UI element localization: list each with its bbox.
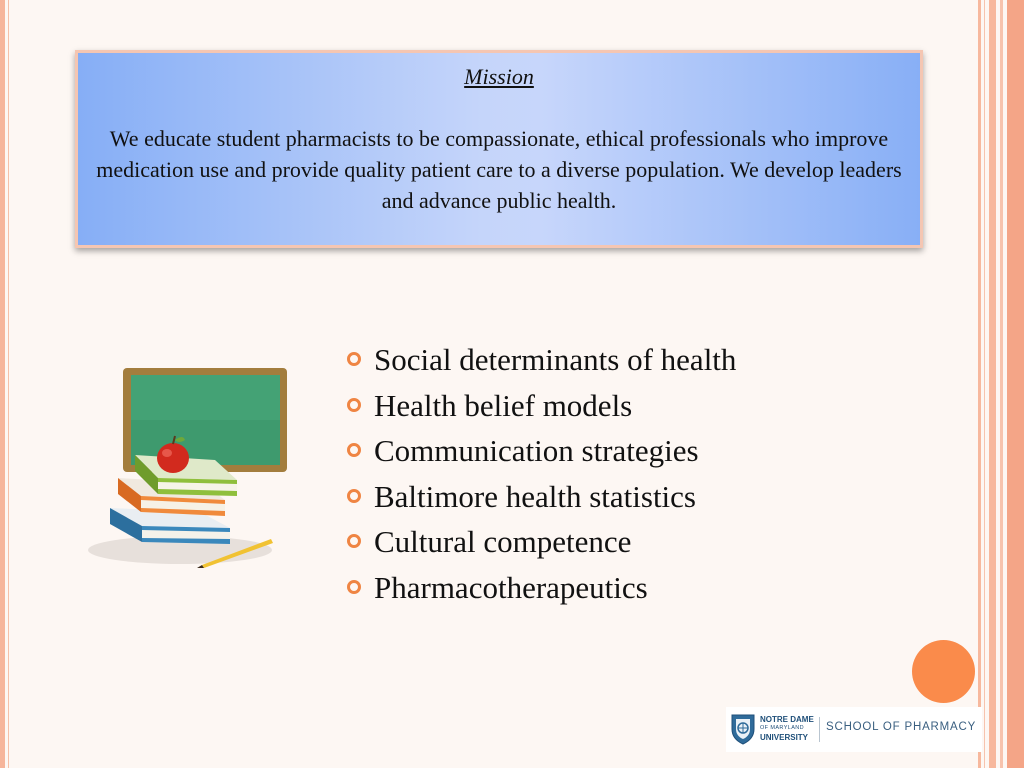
list-item (345, 474, 736, 520)
list-item (345, 519, 736, 565)
list-item-text: Baltimore health statistics (374, 478, 696, 514)
bullet-circle-icon (347, 534, 361, 548)
list-item-text: Pharmacotherapeutics (374, 569, 648, 605)
list-item (345, 428, 736, 474)
list-item-text: Health belief models (374, 387, 633, 423)
chalkboard-books-apple-illustration (85, 360, 290, 575)
logo-university-line1: NOTRE DAME (760, 715, 814, 724)
mission-box (75, 50, 923, 248)
logo-university-line2: OF MARYLAND (760, 725, 805, 731)
logo-university-line3: UNIVERSITY (760, 733, 809, 742)
bullet-circle-icon (347, 580, 361, 594)
bullet-circle-icon (347, 352, 361, 366)
list-item-text: Communication strategies (374, 433, 699, 468)
mission-title: Mission (464, 64, 534, 89)
shield-icon (730, 713, 756, 745)
right-border-stripes (978, 0, 1024, 768)
logo-divider (819, 717, 820, 742)
bullet-circle-icon (347, 489, 361, 503)
left-border-line (8, 0, 9, 768)
mission-text: We educate student pharmacists to be compassionate, ethical professionals who improve medication use and provide quality patient care to a diverse population. We develop leaders and advance public health. (96, 126, 902, 213)
decorative-circle (912, 640, 975, 703)
logo-school-name: SCHOOL OF PHARMACY (826, 721, 977, 733)
bullet-circle-icon (347, 443, 361, 457)
topic-list (345, 337, 736, 610)
school-logo (726, 707, 982, 752)
list-item-text: Social determinants of health (374, 342, 737, 377)
left-border-stripe (0, 0, 5, 768)
list-item-text: Cultural competence (374, 524, 632, 559)
bullet-circle-icon (347, 398, 361, 412)
list-item (345, 337, 736, 383)
list-item (345, 383, 736, 429)
list-item (345, 565, 736, 611)
